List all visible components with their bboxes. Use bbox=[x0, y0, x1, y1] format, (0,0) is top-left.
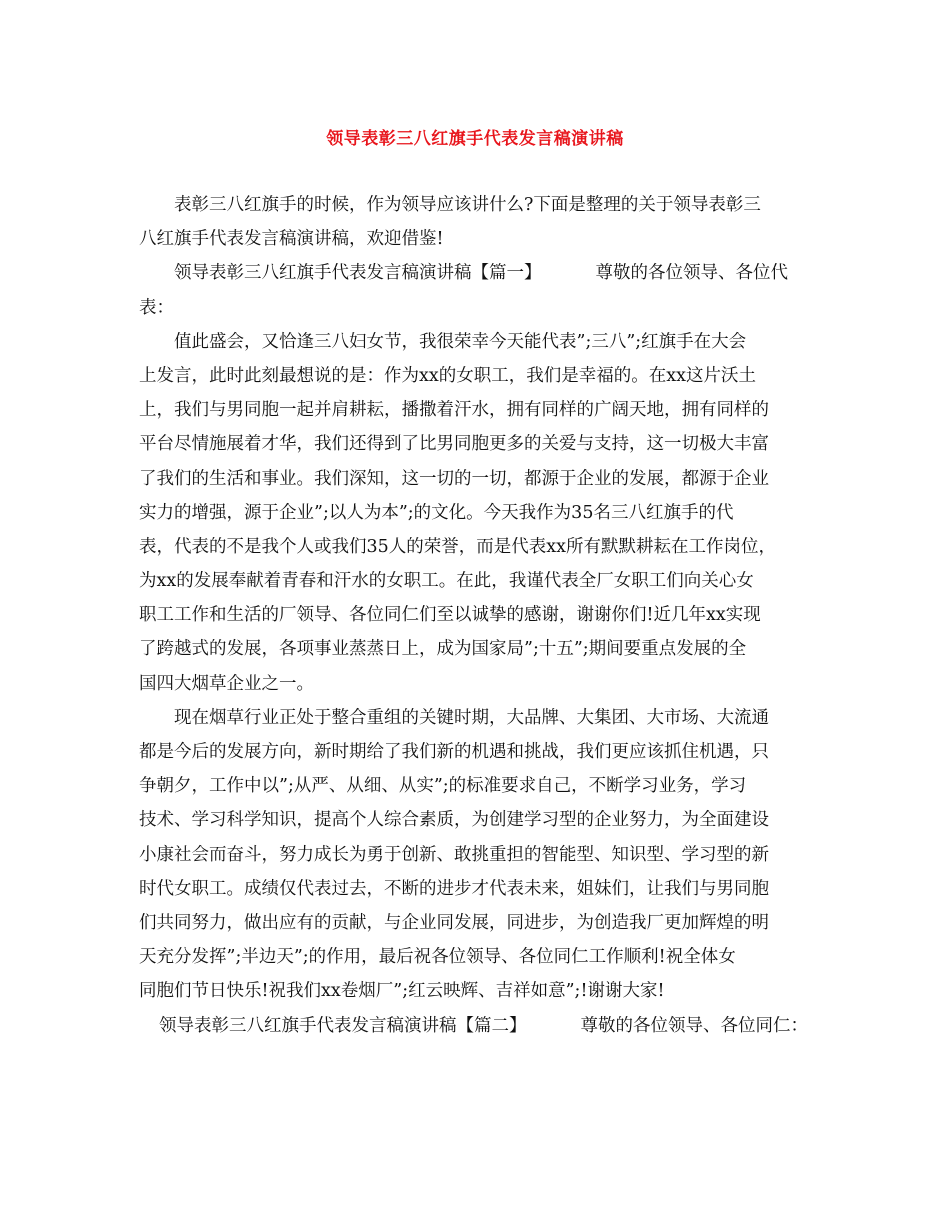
paragraph1-line: 值此盛会，又恰逢三八妇女节，我很荣幸今天能代表”;三八”;红旗手在大会 bbox=[174, 331, 747, 352]
section1-greeting: 尊敬的各位领导、各位代 bbox=[595, 263, 788, 284]
paragraph2-line: 天充分发挥”;半边天”;的作用，最后祝各位领导、各位同仁工作顺利!祝全体女 bbox=[139, 947, 736, 968]
paragraph2-line: 技术、学习科学知识，提高个人综合素质，为创建学习型的企业努力，为全面建设 bbox=[139, 810, 769, 831]
intro-line: 表彰三八红旗手的时候，作为领导应该讲什么?下面是整理的关于领导表彰三 bbox=[174, 195, 761, 215]
document-title: 领导表彰三八红旗手代表发言稿演讲稿 bbox=[326, 129, 624, 149]
section2-heading-line bbox=[139, 1009, 825, 1043]
paragraph1-line: 为xx的发展奉献着青春和汗水的女职工。在此，我谨代表全厂女职工们向关心女 bbox=[139, 571, 754, 592]
paragraph1-line: 了我们的生活和事业。我们深知，这一切的一切，都源于企业的发展，都源于企业 bbox=[139, 468, 769, 489]
paragraph1-line: 上发言，此时此刻最想说的是：作为xx的女职工，我们是幸福的。在xx这片沃土 bbox=[139, 365, 756, 386]
section2-greeting: 尊敬的各位领导、各位同仁： bbox=[580, 1015, 808, 1036]
paragraph1-line: 实力的增强，源于企业”;以人为本”;的文化。今天我作为35名三八红旗手的代 bbox=[139, 502, 734, 523]
section1-heading: 领导表彰三八红旗手代表发言稿演讲稿【篇一】 bbox=[174, 263, 542, 284]
document-body bbox=[139, 188, 825, 1043]
paragraph1-line: 平台尽情施展着才华，我们还得到了比男同胞更多的关爱与支持，这一切极大丰富 bbox=[139, 434, 769, 455]
section2-heading: 领导表彰三八红旗手代表发言稿演讲稿【篇二】 bbox=[159, 1015, 527, 1036]
paragraph1-line: 职工工作和生活的厂领导、各位同仁们至以诚挚的感谢，谢谢你们!近几年xx实现 bbox=[139, 605, 761, 626]
section1-heading-line bbox=[139, 256, 825, 290]
paragraph2-line: 都是今后的发展方向，新时期给了我们新的机遇和挑战，我们更应该抓住机遇，只 bbox=[139, 742, 769, 762]
section1-greeting-cont: 表： bbox=[139, 297, 174, 318]
paragraph1-line: 了跨越式的发展，各项事业蒸蒸日上，成为国家局”;十五”;期间要重点发展的全 bbox=[139, 639, 747, 660]
paragraph2-line: 同胞们节日快乐!祝我们xx卷烟厂”;红云映辉、吉祥如意”;!谢谢大家! bbox=[139, 981, 665, 1002]
paragraph2-line: 争朝夕，工作中以”;从严、从细、从实”;的标准要求自己，不断学习业务，学习 bbox=[139, 776, 747, 797]
paragraph2-line: 时代女职工。成绩仅代表过去，不断的进步才代表未来，姐妹们，让我们与男同胞 bbox=[139, 878, 769, 899]
paragraph1-line: 表，代表的不是我个人或我们35人的荣誉，而是代表xx所有默默耕耘在工作岗位， bbox=[139, 536, 777, 557]
paragraph1-line: 上，我们与男同胞一起并肩耕耘，播撒着汗水，拥有同样的广阔天地，拥有同样的 bbox=[139, 400, 769, 421]
paragraph2-line: 现在烟草行业正处于整合重组的关键时期，大品牌、大集团、大市场、大流通 bbox=[174, 707, 769, 728]
intro-line: 八红旗手代表发言稿演讲稿，欢迎借鉴! bbox=[139, 229, 444, 250]
paragraph2-line: 小康社会而奋斗，努力成长为勇于创新、敢挑重担的智能型、知识型、学习型的新 bbox=[139, 844, 769, 865]
paragraph1-line: 国四大烟草企业之一。 bbox=[139, 673, 314, 694]
paragraph2-line: 们共同努力，做出应有的贡献，与企业同发展，同进步，为创造我厂更加辉煌的明 bbox=[139, 912, 769, 933]
